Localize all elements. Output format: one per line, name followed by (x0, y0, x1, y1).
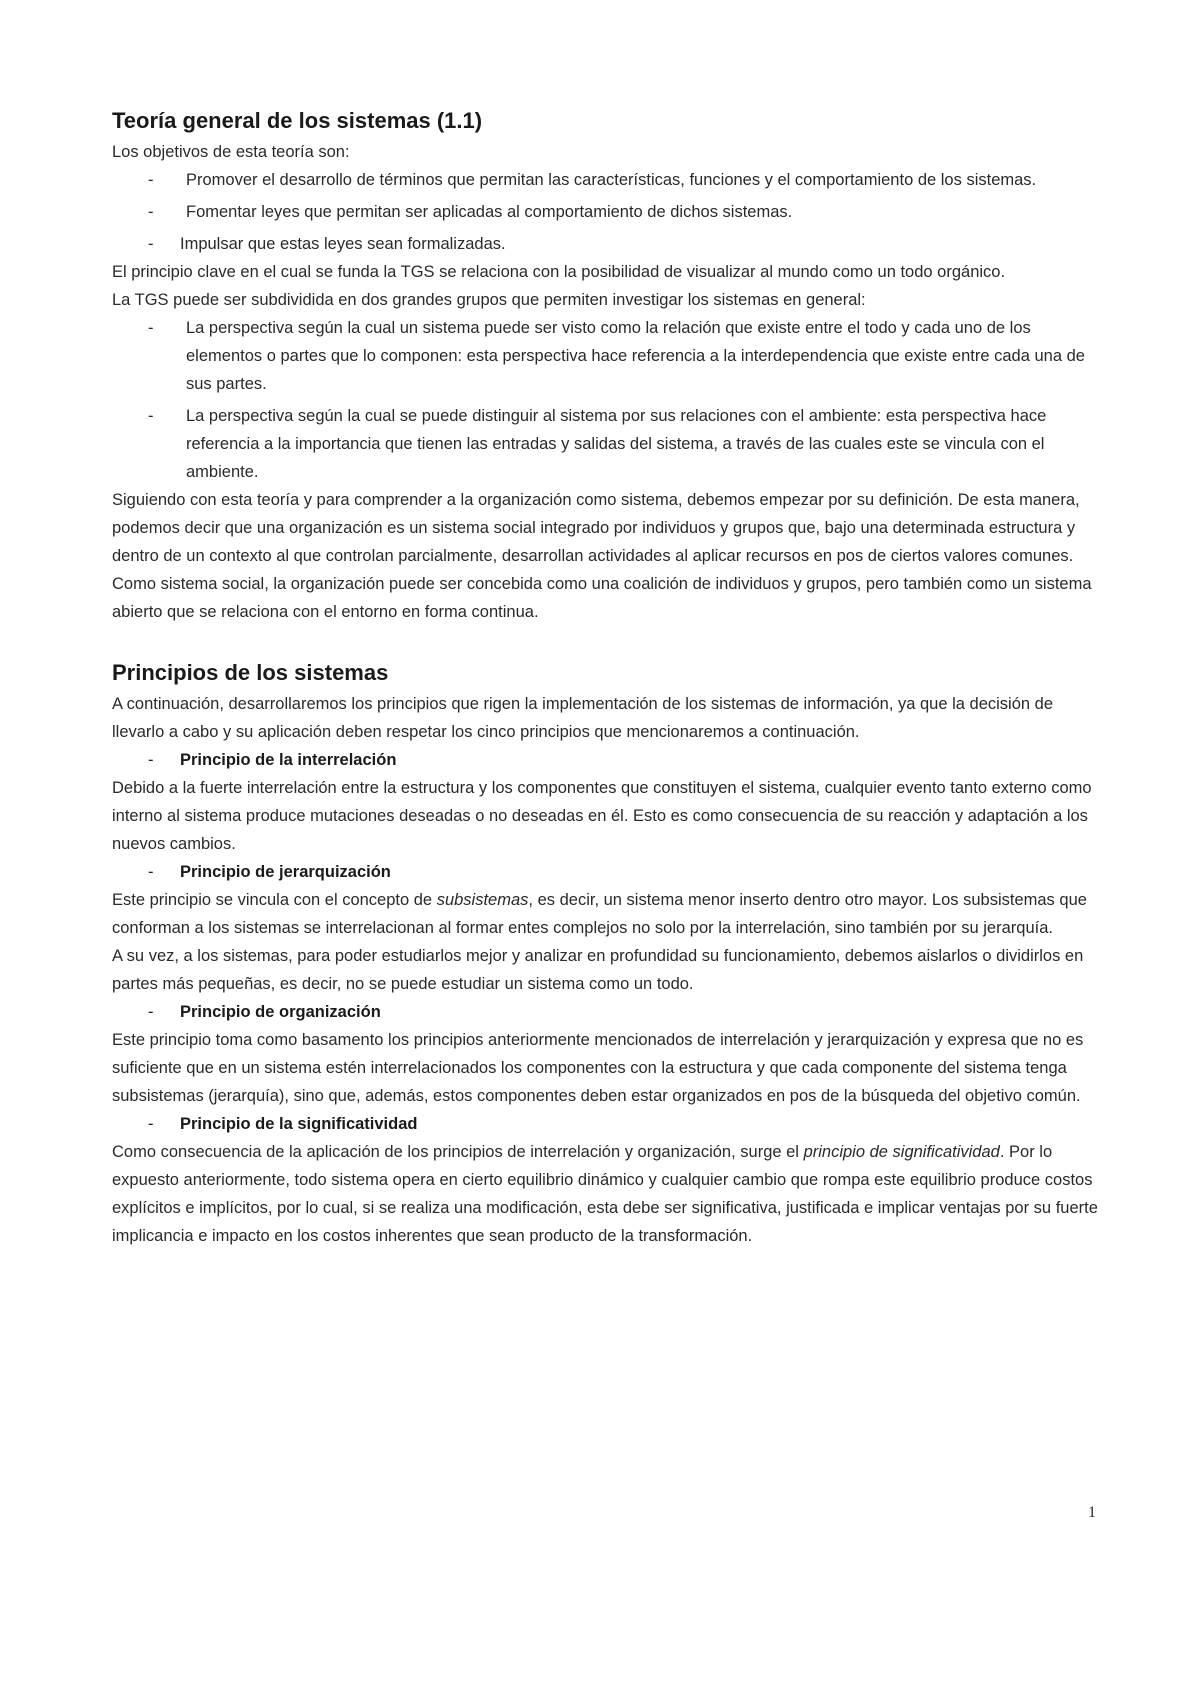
groups-list (112, 314, 1102, 486)
text-run: . Por lo expuesto anteriormente, todo sistema opera en cierto equilibrio dinámico y cualquier cambio que rompa este equilibrio produce costos explícitos e implícitos, por lo cual, si se realiza una modificación, esta debe ser significativa, justificada e implicar ventajas por su fuerte implicancia e impacto en los costos inherentes que sean producto de la transformación. (112, 1143, 1098, 1245)
subheading-text: Principio de la significatividad (180, 1115, 418, 1133)
organization-paragraph: Siguiendo con esta teoría y para comprender a la organización como sistema, debemos empezar por su definición. De esta manera, podemos decir que una organización es un sistema social integrado por individuos y grupos que, bajo una determinada estructura y dentro de un contexto al que controlan parcialmente, desarrollan actividades al aplicar recursos en pos de ciertos valores comunes. (112, 491, 1080, 565)
objectives-list (112, 166, 1102, 258)
hierarchy-body (112, 886, 1102, 942)
list-dash: - (148, 1115, 154, 1133)
objectives-intro: Los objetivos de esta teoría son: (112, 143, 350, 161)
list-item-text: Promover el desarrollo de términos que permitan las características, funciones y el comportamiento de los sistemas. (186, 171, 1037, 189)
subheading-hierarchy (112, 858, 1102, 886)
text-run: Como consecuencia de la aplicación de los principios de interrelación y organización, surge el (112, 1143, 804, 1161)
organization-body: Este principio toma como basamento los principios anteriormente mencionados de interrelación y jerarquización y expresa que no es suficiente que en un sistema estén interrelacionados los componentes con la estructura y que cada componente del sistema tenga subsistemas (jerarquía), sino que, además, estos componentes deben estar organizados en pos de la búsqueda del objetivo común. (112, 1031, 1084, 1105)
principles-intro: A continuación, desarrollaremos los principios que rigen la implementación de los sistemas de información, ya que la decisión de llevarlo a cabo y su aplicación deben respetar los cinco principios que mencionaremos a continuación. (112, 695, 1054, 741)
list-item (112, 166, 1102, 194)
hierarchy-body-2: A su vez, a los sistemas, para poder estudiarlos mejor y analizar en profundidad su funcionamiento, debemos aislarlos o dividirlos en partes más pequeñas, es decir, no se puede estudiar un sistema como un todo. (112, 947, 1084, 993)
section-title-principles: Principios de los sistemas (112, 660, 389, 685)
list-item-text: Impulsar que estas leyes sean formalizadas. (180, 235, 506, 253)
list-item-text: Fomentar leyes que permitan ser aplicadas al comportamiento de dichos sistemas. (186, 203, 793, 221)
subheading-interrelation (112, 746, 1102, 774)
list-dash: - (148, 751, 154, 769)
section-title-tgs: Teoría general de los sistemas (1.1) (112, 108, 483, 133)
list-dash: - (148, 203, 154, 221)
interrelation-body: Debido a la fuerte interrelación entre la estructura y los componentes que constituyen el sistema, cualquier evento tanto externo como interno al sistema produce mutaciones deseadas o no deseadas en él. Esto es como consecuencia de su reacción y adaptación a los nuevos cambios. (112, 779, 1092, 853)
list-dash: - (148, 235, 154, 253)
list-item (112, 402, 1102, 486)
text-run: , es decir, un sistema menor inserto dentro otro mayor. Los subsistemas que conforman a los sistemas se interrelacionan al formar entes complejos no solo por la interrelación, sino también por su jerarquía. (112, 891, 1087, 937)
text-run: Este principio se vincula con el concepto de (112, 891, 437, 909)
list-dash: - (148, 171, 154, 189)
significance-body (112, 1138, 1102, 1250)
document-page (112, 104, 1102, 1250)
principle-paragraph: El principio clave en el cual se funda la TGS se relaciona con la posibilidad de visualizar al mundo como un todo orgánico. (112, 263, 1006, 281)
emphasis-text: subsistemas (436, 891, 529, 909)
subheading-significance (112, 1110, 1102, 1138)
emphasis-text: principio de significatividad (803, 1143, 1000, 1161)
groups-intro: La TGS puede ser subdividida en dos grandes grupos que permiten investigar los sistemas en general: (112, 291, 866, 309)
list-dash: - (148, 863, 154, 881)
list-dash: - (148, 407, 154, 425)
subheading-text: Principio de organización (180, 1003, 381, 1021)
list-dash: - (148, 319, 154, 337)
page-number: 1 (1088, 1504, 1096, 1521)
list-item (112, 314, 1102, 398)
list-item (112, 198, 1102, 226)
list-item-text: La perspectiva según la cual un sistema puede ser visto como la relación que existe entre el todo y cada uno de los elementos o partes que lo componen: esta perspectiva hace referencia a la interdependencia que existe entre cada una de sus partes. (186, 319, 1085, 393)
subheading-text: Principio de la interrelación (180, 751, 397, 769)
list-item-text: La perspectiva según la cual se puede distinguir al sistema por sus relaciones con el ambiente: esta perspectiva hace referencia a la importancia que tienen las entradas y salidas del sistema, a través de las cuales este se vincula con el ambiente. (186, 407, 1047, 481)
section-spacer (112, 626, 1102, 656)
list-dash: - (148, 1003, 154, 1021)
social-system-paragraph: Como sistema social, la organización puede ser concebida como una coalición de individuos y grupos, pero también como un sistema abierto que se relaciona con el entorno en forma continua. (112, 575, 1092, 621)
subheading-text: Principio de jerarquización (180, 863, 391, 881)
list-item (112, 230, 1102, 258)
subheading-organization (112, 998, 1102, 1026)
